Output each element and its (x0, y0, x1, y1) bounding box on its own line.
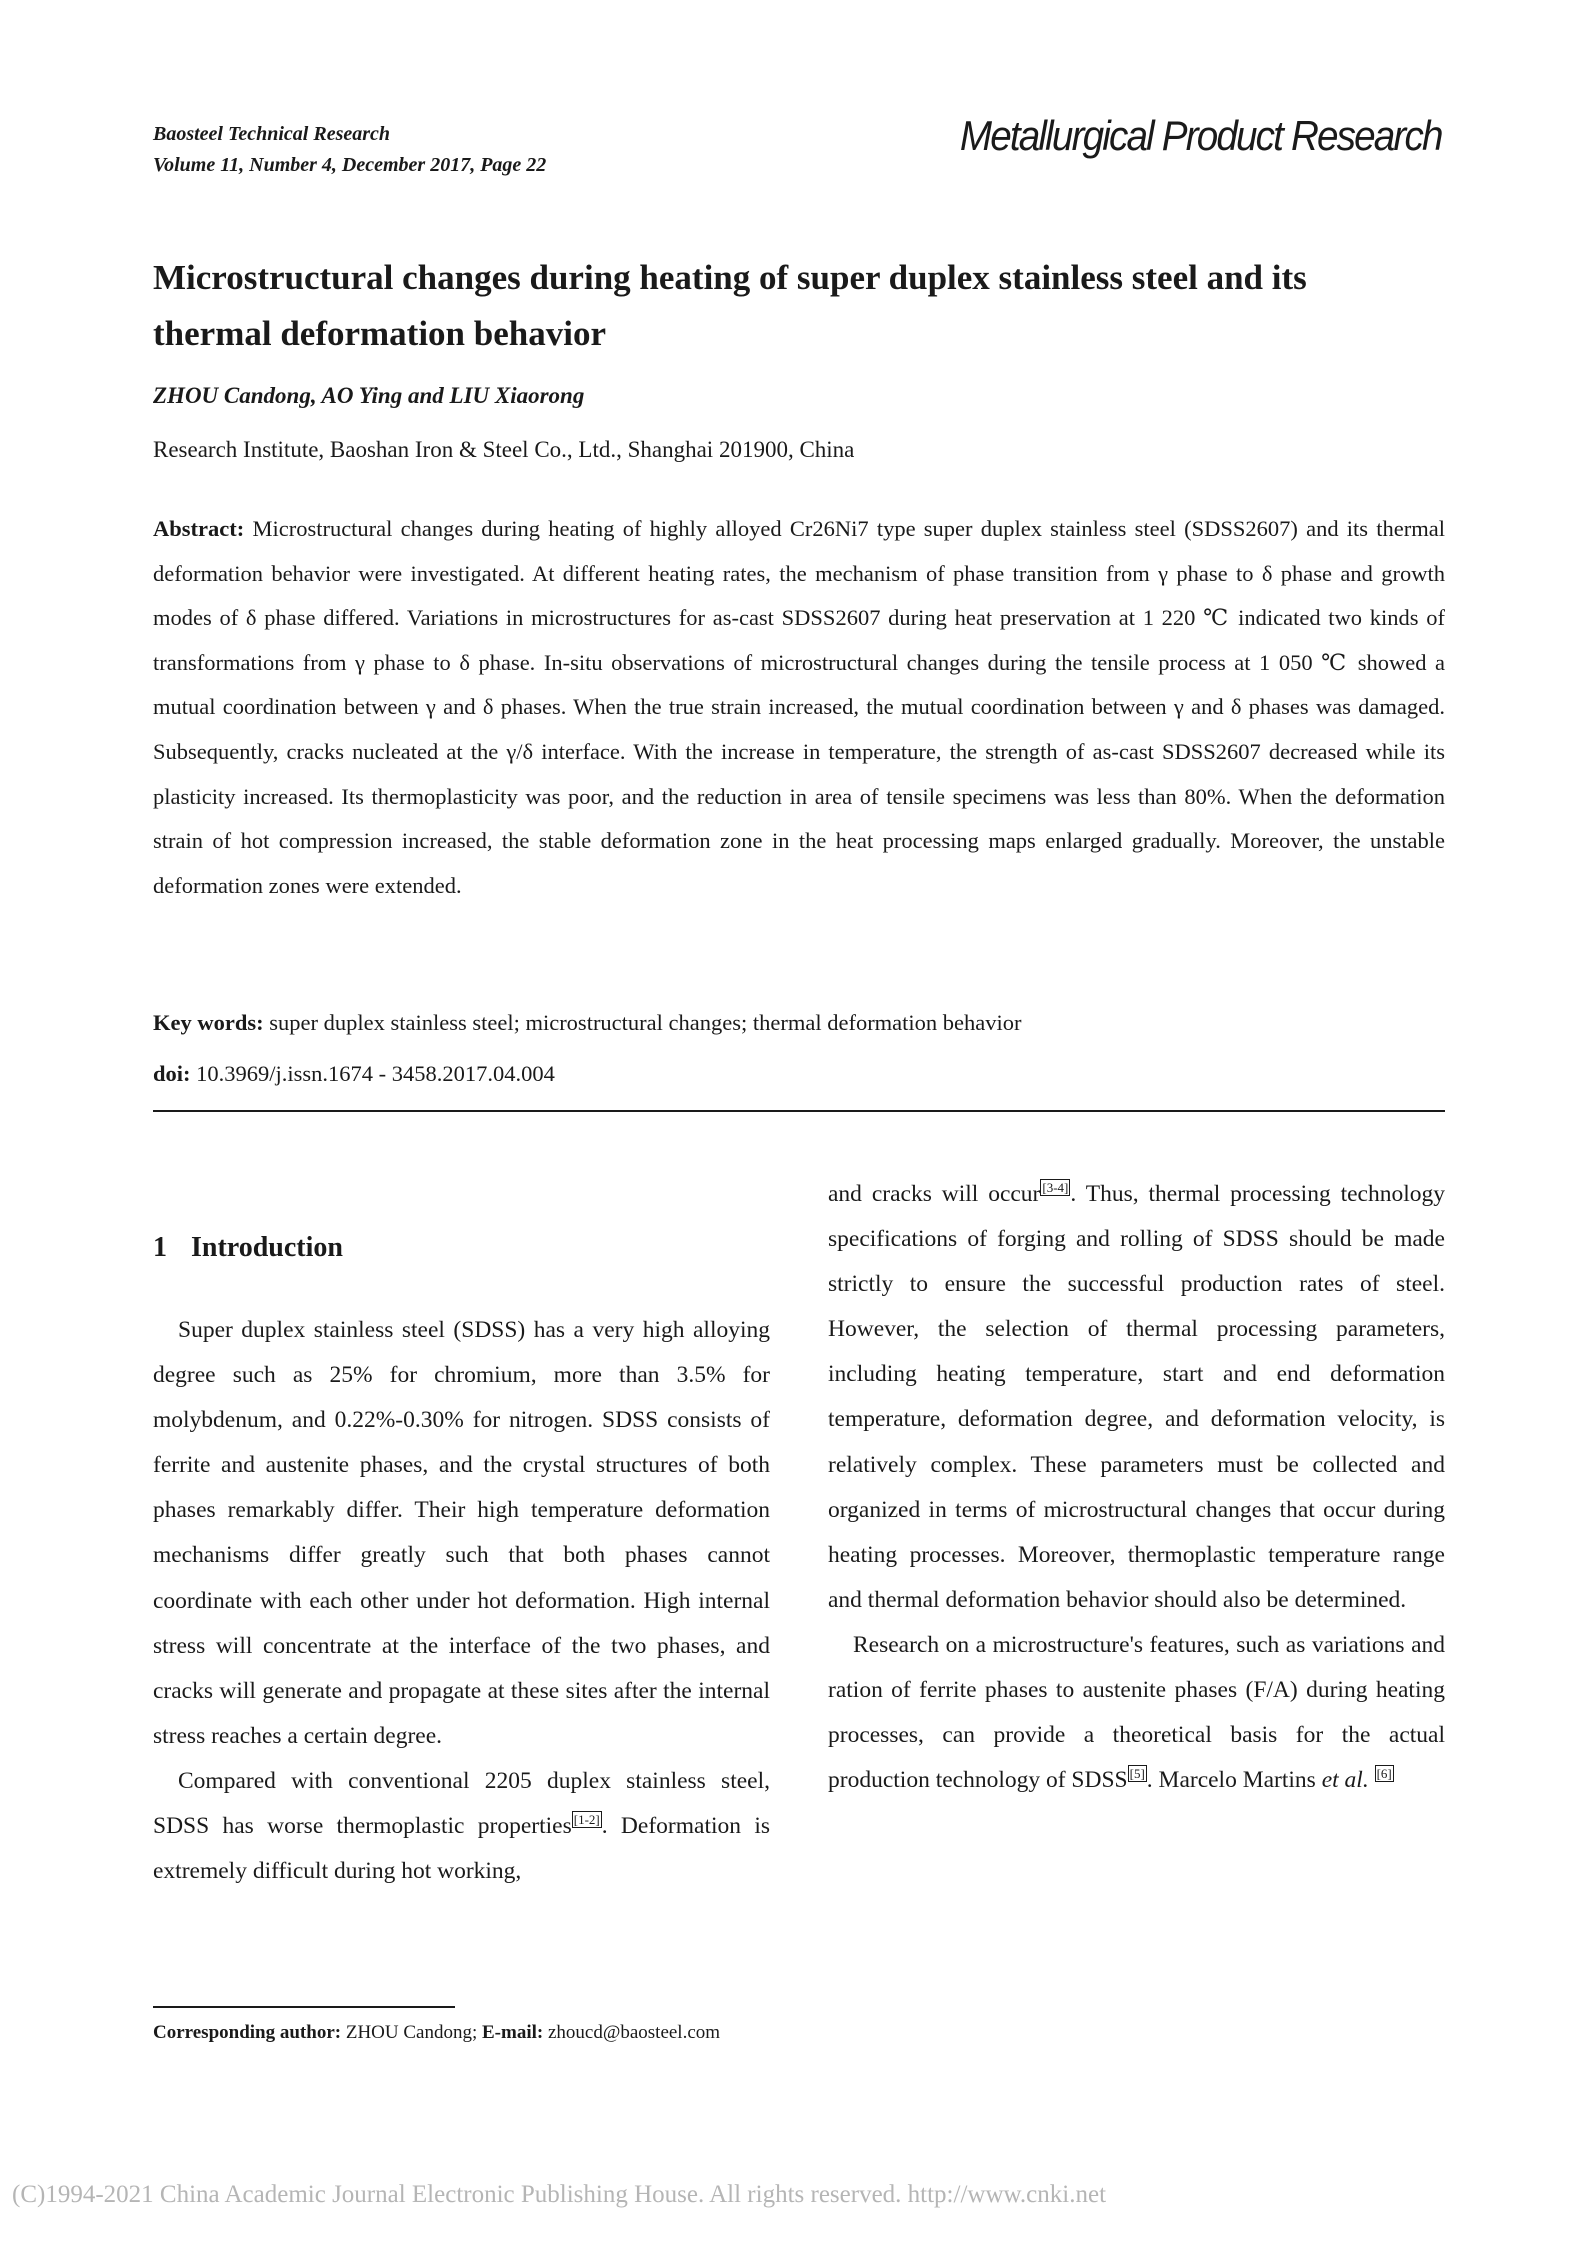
doi-text: 10.3969/j.issn.1674 - 3458.2017.04.004 (196, 1061, 555, 1086)
intro-text: . Deformation is extremely difficult during hot working, (153, 1813, 770, 1885)
intro-text: Research on a microstructure's features, such as variations and ration of ferrite phases to austenite phases (F/A) during heating processes, can provide a theoretical basis for the actual production technology of SDSS (828, 1631, 1445, 1794)
keywords-label: Key words: (153, 1010, 264, 1035)
journal-issue: Volume 11, Number 4, December 2017, Page 22 (153, 154, 547, 176)
keywords-text: super duplex stainless steel; microstructural changes; thermal deformation behavior (269, 1010, 1022, 1035)
intro-paragraph-3 (828, 1172, 1445, 1623)
footnote (153, 2022, 720, 2044)
intro-paragraph-4 (828, 1623, 1445, 1803)
doi (153, 1061, 555, 1087)
affiliation: Research Institute, Baoshan Iron & Steel Co., Ltd., Shanghai 201900, China (153, 437, 855, 462)
abstract-text: Microstructural changes during heating of highly alloyed Cr26Ni7 type super duplex stainless steel (SDSS2607) and its thermal deformation behavior were investigated. At different heating rates, the mechanism of phase transition from γ phase to δ phase and growth modes of δ phase differed. Variations in microstructures for as-cast SDSS2607 during heat preservation at 1 220 ℃ indicated two kinds of transformations from γ phase to δ phase. In-situ observations of microstructural changes during the tensile process at 1 050 ℃ showed a mutual coordination between γ and δ phases. When the true strain increased, the mutual coordination between γ and δ phases was damaged. Subsequently, cracks nucleated at the γ/δ interface. With the increase in temperature, the strength of as-cast SDSS2607 decreased while its plasticity increased. Its thermoplasticity was poor, and the reduction in area of tensile specimens was less than 80%. When the deformation strain of hot compression increased, the stable deformation zone in the heat processing maps enlarged gradually. Moreover, the unstable deformation zones were extended. (153, 516, 1445, 898)
copyright-watermark: (C)1994-2021 China Academic Journal Electronic Publishing House. All rights reserved. http://www.cnki.net (12, 2181, 1107, 2208)
corresponding-author: ZHOU Candong; (345, 2022, 478, 2043)
keywords (153, 1010, 1022, 1036)
reference-link[interactable]: [3-4] (1042, 1180, 1069, 1195)
section-header: Metallurgical Product Research (960, 112, 1442, 159)
abstract-divider (153, 1110, 1445, 1112)
intro-text: . Marcelo Martins (1146, 1767, 1322, 1794)
intro-text-italic: et al. (1321, 1767, 1369, 1794)
journal-name: Baosteel Technical Research (153, 123, 391, 145)
section-number: 1 (153, 1232, 167, 1263)
reference-link[interactable]: [1-2] (573, 1812, 600, 1828)
article-title: Microstructural changes during heating of super duplex stainless steel and its thermal deformation behavior (153, 258, 1307, 353)
corresponding-label: Corresponding author: (153, 2022, 342, 2043)
abstract (153, 507, 1445, 908)
left-column (153, 1308, 770, 1894)
intro-text: Compared with conventional 2205 duplex stainless steel, SDSS has worse thermoplastic properties (153, 1767, 770, 1840)
authors: ZHOU Candong, AO Ying and LIU Xiaorong (153, 383, 585, 408)
abstract-label: Abstract: (153, 516, 245, 541)
email-label: E-mail: (482, 2022, 544, 2043)
intro-paragraph-1: Super duplex stainless steel (SDSS) has a very high alloying degree such as 25% for chromium, more than 3.5% for molybdenum, and 0.22%-0.30% for nitrogen. SDSS consists of ferrite and austenite phases, and the crystal structures of both phases remarkably differ. Their high temperature deformation mechanisms differ greatly such that both phases cannot coordinate with each other under hot deformation. High internal stress will concentrate at the interface of the two phases, and cracks will generate and propagate at these sites after the internal stress reaches a certain degree. (153, 1317, 770, 1749)
section-title: Introduction (191, 1232, 343, 1263)
intro-text: . Thus, thermal processing technology specifications of forging and rolling of SDSS should be made strictly to ensure the successful production rates of steel. However, the selection of thermal processing parameters, including heating temperature, start and end deformation temperature, deformation degree, and deformation velocity, is relatively complex. These parameters must be collected and organized in terms of microstructural changes that occur during heating processes. Moreover, thermoplastic temperature range and thermal deformation behavior should also be determined. (828, 1181, 1446, 1613)
intro-text: and cracks will occur (828, 1181, 1041, 1207)
right-column (828, 1172, 1445, 1803)
reference-link[interactable]: [6] (1376, 1766, 1392, 1782)
email-link[interactable]: zhoucd@baosteel.com (547, 2022, 721, 2043)
footnote-divider (153, 2006, 455, 2008)
reference-link[interactable]: [5] (1129, 1766, 1145, 1782)
journal-info (153, 119, 546, 181)
intro-paragraph-2 (153, 1759, 770, 1894)
doi-label: doi: (153, 1061, 191, 1086)
section-heading (153, 1232, 343, 1264)
